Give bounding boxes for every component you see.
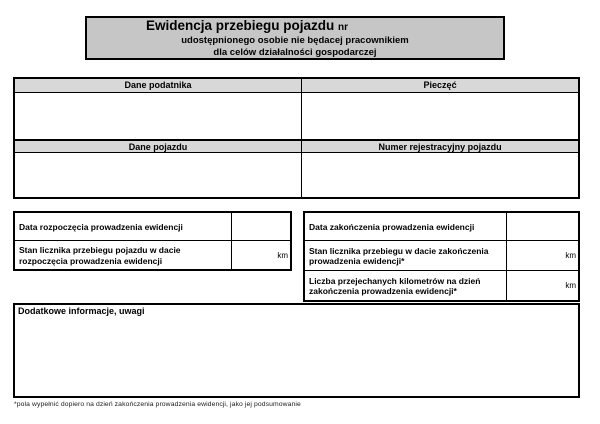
vehicle-registration-body-row — [15, 153, 578, 197]
total-kilometers-field[interactable] — [507, 271, 578, 300]
total-kilometers-label: Liczba przejechanych kilometrów na dzień zakończenia prowadzenia ewidencji* — [305, 271, 507, 300]
taxpayer-vehicle-table — [13, 77, 580, 199]
end-odometer-field[interactable] — [507, 241, 578, 270]
record-end-table — [303, 211, 580, 302]
start-date-row — [15, 213, 290, 240]
registration-field[interactable] — [302, 153, 578, 197]
additional-info-box[interactable] — [13, 303, 580, 398]
stamp-header: Pieczęć — [423, 80, 457, 90]
start-odometer-label: Stan licznika przebiegu pojazdu w dacie rozpoczęcia prowadzenia ewidencji — [15, 241, 232, 269]
footnote: *pola wypełnić dopiero na dzień zakończenia prowadzenia ewidencji, jako jej podsumowanie — [14, 401, 301, 408]
end-date-row — [305, 213, 578, 240]
form-title-nr-suffix: nr — [338, 21, 349, 33]
start-date-field[interactable] — [232, 213, 290, 240]
start-odometer-field[interactable] — [232, 241, 290, 269]
additional-info-label: Dodatkowe informacje, uwagi — [18, 306, 145, 316]
stamp-field[interactable] — [302, 93, 578, 139]
form-title-banner — [85, 16, 505, 60]
taxpayer-header: Dane podatnika — [15, 79, 302, 92]
record-start-table — [13, 211, 292, 271]
vehicle-header: Dane pojazdu — [15, 141, 302, 152]
start-date-label: Data rozpoczęcia prowadzenia ewidencji — [15, 213, 232, 240]
total-kilometers-unit: km — [565, 281, 576, 290]
form-title — [87, 18, 503, 35]
vehicle-field[interactable] — [15, 153, 302, 197]
end-odometer-label: Stan licznika przebiegu w dacie zakończenia prowadzenia ewidencji* — [305, 241, 507, 270]
end-odometer-unit: km — [565, 251, 576, 260]
taxpayer-stamp-header-row — [15, 79, 578, 93]
form-subtitle-1: udostępnionego osobie nie będacej pracownikiem — [181, 34, 409, 46]
end-odometer-row — [305, 240, 578, 270]
vehicle-registration-header-row — [15, 139, 578, 153]
form-subtitle-2: dla celów działalności gospodarczej — [213, 46, 377, 58]
total-kilometers-row — [305, 270, 578, 300]
taxpayer-stamp-body-row — [15, 93, 578, 139]
end-date-field[interactable] — [507, 213, 578, 240]
start-odometer-row — [15, 240, 290, 269]
form-title-text: Ewidencja przebiegu pojazdu — [145, 17, 335, 33]
end-date-label: Data zakończenia prowadzenia ewidencji — [305, 213, 507, 240]
registration-header: Numer rejestracyjny pojazdu — [378, 142, 502, 152]
taxpayer-field[interactable] — [15, 93, 302, 139]
start-odometer-unit: km — [277, 250, 288, 260]
